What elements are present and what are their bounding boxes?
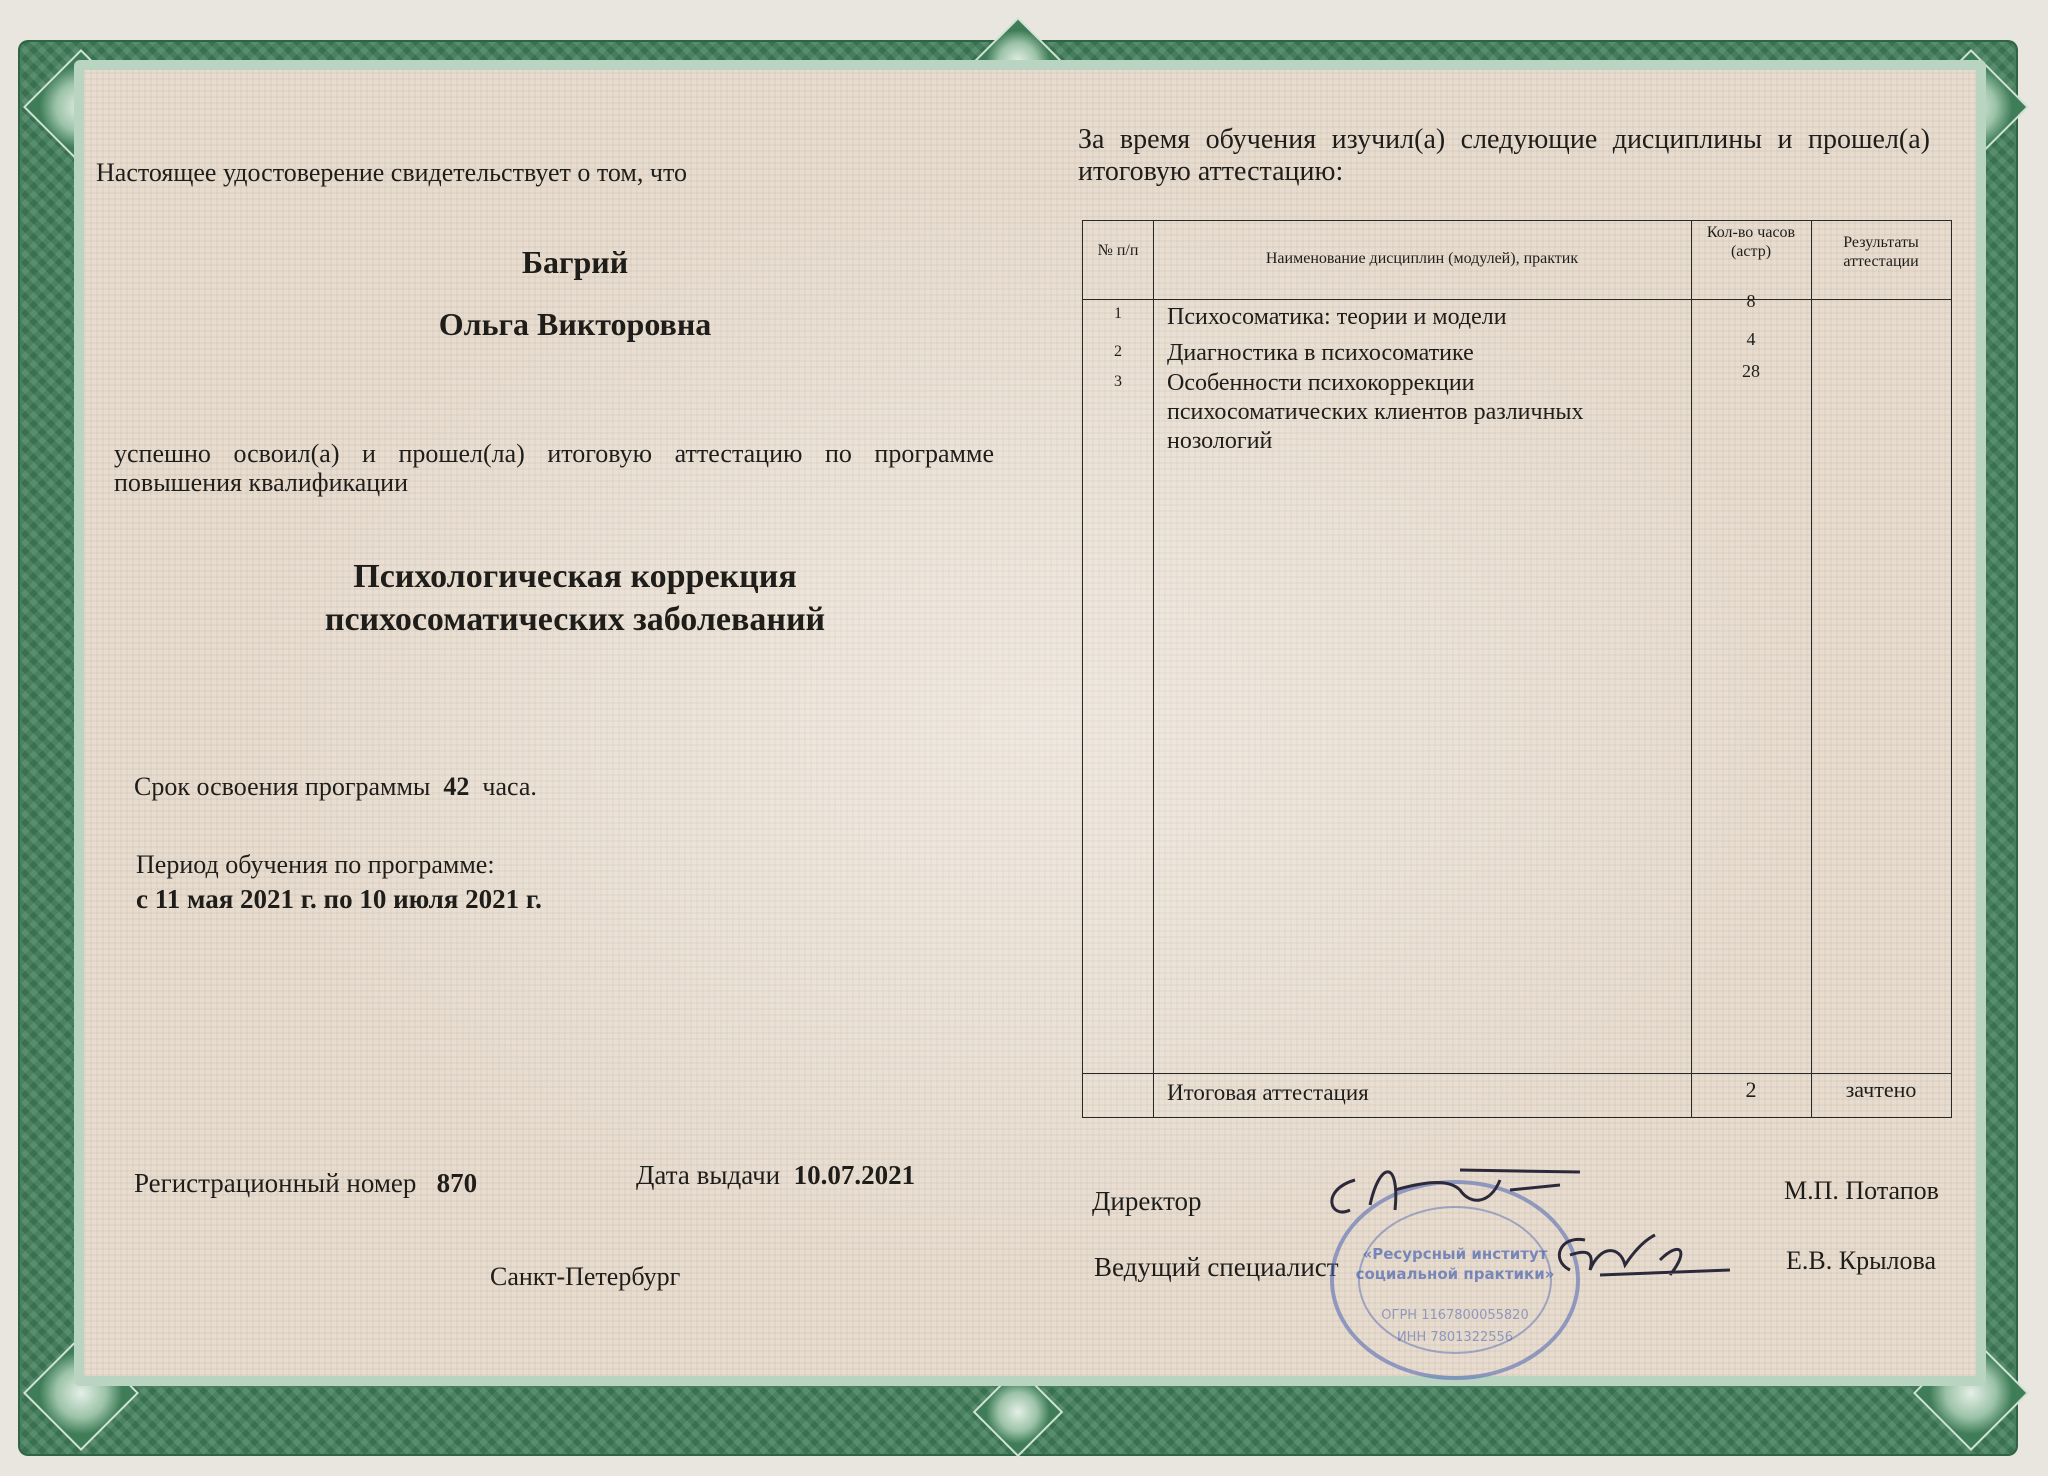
director-label: Директор [1092, 1186, 1202, 1216]
program-title [0, 556, 1150, 641]
header-results: Результаты аттестации [1843, 234, 1919, 271]
table-divider [1083, 299, 1951, 300]
header-name: Наименование дисциплин (модулей), практик [1265, 250, 1579, 267]
stamp-inn: ИНН 7801322556 [1396, 1330, 1514, 1345]
specialist-name: Е.В. Крылова [1786, 1246, 1936, 1275]
period-label: Период обучения по программе: [136, 850, 495, 879]
program-title-line1: Психологическая коррекция [353, 558, 797, 595]
program-title-line2: психосоматических заболеваний [324, 600, 826, 638]
row-num: 2 [1114, 343, 1122, 360]
city: Санкт-Петербург [490, 1262, 681, 1291]
stamp-org-line2: социальной практики» [1355, 1265, 1555, 1283]
success-text: успешно освоил(а) и прошел(ла) итоговую аттестацию по программе повышения квалификации [114, 439, 994, 497]
date-value: 10.07.2021 [793, 1160, 916, 1190]
table-divider [1691, 221, 1692, 1117]
director-name: М.П. Потапов [1784, 1176, 1939, 1205]
specialist-label: Ведущий специалист [1094, 1252, 1339, 1282]
header-num: № п/п [1097, 242, 1139, 259]
final-attestation-hours: 2 [1745, 1077, 1757, 1102]
recipient-surname: Багрий [521, 244, 629, 280]
duration-unit: часа. [482, 772, 537, 801]
row-num: 1 [1114, 305, 1122, 322]
row-hours: 4 [1746, 329, 1756, 349]
duration-value: 42 [443, 772, 470, 801]
final-attestation-label: Итоговая аттестация [1167, 1080, 1369, 1105]
issue-date [636, 1160, 915, 1191]
recipient-given-name: Ольга Викторовна [438, 306, 712, 342]
table-divider [1153, 221, 1154, 1117]
row-hours: 28 [1742, 361, 1760, 381]
row-discipline: Особенности психокоррекции психосоматических клиентов различных нозологий [1167, 370, 1584, 454]
row-hours: 8 [1746, 291, 1756, 311]
reg-value: 870 [436, 1168, 478, 1198]
registration-number [134, 1168, 477, 1199]
header-hours: Кол-во часов (астр) [1706, 224, 1796, 261]
table-divider [1083, 1073, 1951, 1074]
reg-label: Регистрационный номер [134, 1168, 417, 1198]
table-divider [1811, 221, 1812, 1117]
final-attestation-result: зачтено [1845, 1077, 1917, 1102]
row-num: 3 [1114, 373, 1122, 390]
intro-text: Настоящее удостоверение свидетельствует о том, что [96, 158, 687, 187]
row-discipline: Диагностика в психосоматике [1167, 340, 1474, 366]
stamp-ogrn: ОГРН 1167800055820 [1381, 1308, 1529, 1323]
program-duration [134, 772, 537, 802]
stamp-org-line1: «Ресурсный институт [1362, 1245, 1548, 1263]
specialist-signature [1540, 1220, 1740, 1300]
row-discipline: Психосоматика: теории и модели [1167, 304, 1507, 330]
date-label: Дата выдачи [636, 1160, 781, 1190]
disciplines-table [1082, 220, 1952, 1118]
disciplines-intro: За время обучения изучил(а) следующие дисциплины и прошел(а) итоговую аттестацию: [1078, 124, 1930, 188]
duration-label: Срок освоения программы [134, 772, 431, 801]
period-value: с 11 мая 2021 г. по 10 июля 2021 г. [136, 884, 542, 914]
